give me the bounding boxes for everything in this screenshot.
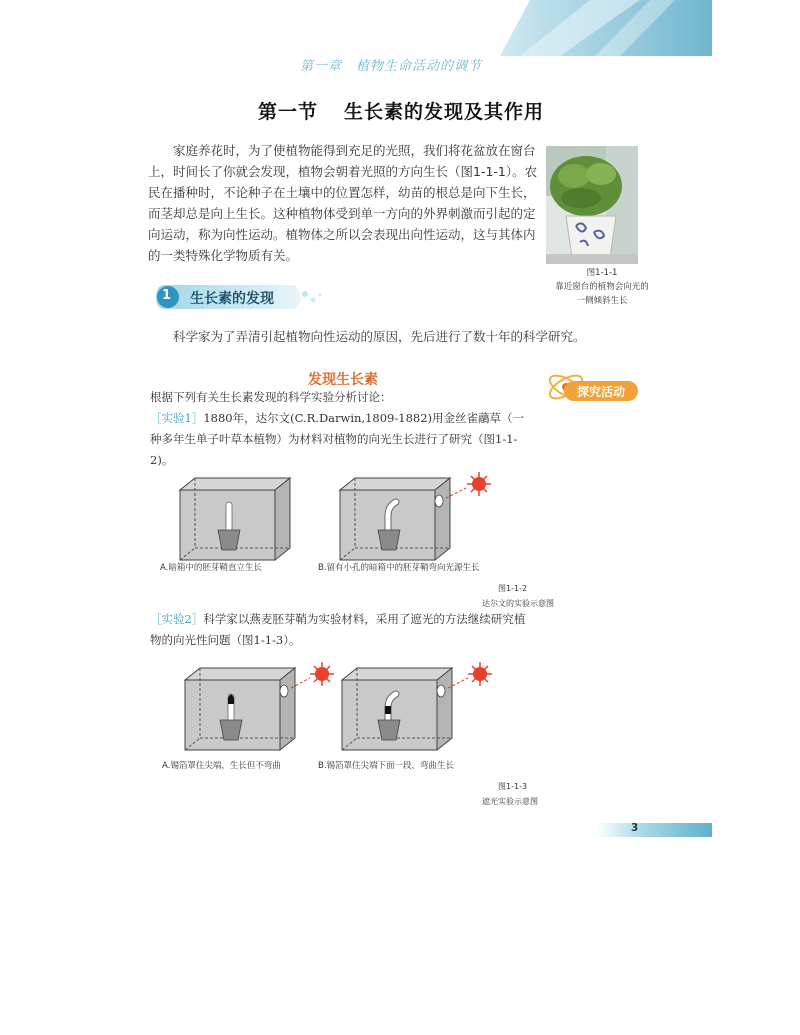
- figure-1-1-2-caption-b: B.留有小孔的暗箱中的胚芽鞘弯向光源生长: [318, 563, 480, 573]
- figure-1-1-3-number: 图1-1-3: [498, 782, 528, 791]
- dark-box-b: [340, 472, 491, 560]
- potted-plant-photo: [546, 146, 638, 264]
- activity-badge: [546, 367, 641, 409]
- section-title: [258, 97, 544, 124]
- experiment-2-text: 科学家以燕麦胚芽鞘为实验材料，采用了遮光的方法继续研究植物的向光性问题（图1-1-3）。: [150, 612, 526, 647]
- page-number: 3: [631, 822, 639, 834]
- figure-1-1-1-text: 靠近窗台的植物会向光的一侧倾斜生长: [555, 282, 649, 306]
- activity-badge-label: 探究活动: [576, 385, 626, 399]
- sun-icon: [467, 472, 491, 496]
- sun-icon: [310, 662, 334, 686]
- figure-1-1-2-caption-a: A.暗箱中的胚芽鞘直立生长: [160, 563, 262, 573]
- section-name: 生长素的发现及其作用: [344, 101, 545, 123]
- activity-text: [150, 387, 530, 471]
- section-number: 第一节: [258, 101, 319, 123]
- activity-title: 发现生长素: [308, 372, 378, 388]
- figure-1-1-1-number: 图1-1-1: [586, 268, 618, 278]
- foil-box-a: [185, 662, 334, 750]
- sun-icon: [468, 662, 492, 686]
- shading-experiment-figure: [150, 658, 495, 768]
- page-number-bar: [596, 823, 712, 837]
- subsection-paragraph: 科学家为了弄清引起植物向性运动的原因，先后进行了数十年的科学研究。: [173, 329, 586, 344]
- experiment-1-tag: ［实验1］: [150, 411, 204, 425]
- chapter-header: 第一章 植物生命活动的调节: [300, 59, 483, 74]
- experiment-2-text-block: [150, 609, 530, 651]
- activity-intro: 根据下列有关生长素发现的科学实验分析讨论：: [150, 390, 392, 404]
- figure-1-1-2-number: 图1-1-2: [498, 584, 528, 593]
- figure-1-1-3-name: 遮光实验示意图: [482, 797, 538, 806]
- figure-1-1-3-caption-a: A.锡箔罩住尖端，生长但不弯曲: [162, 761, 281, 771]
- figure-1-1-1-caption: [552, 266, 652, 308]
- foil-box-b: [342, 662, 492, 750]
- header-corner-decoration: [500, 0, 712, 56]
- subsection-title: 生长素的发现: [190, 291, 274, 307]
- figure-1-1-3-caption-b: B.锡箔罩住尖端下面一段，弯曲生长: [318, 761, 455, 771]
- subsection-number: 1: [162, 288, 172, 303]
- experiment-2-tag: ［实验2］: [150, 612, 204, 626]
- intro-paragraph: 家庭养花时，为了使植物能得到充足的光照，我们将花盆放在窗台上，时间长了你就会发现，植物会朝着光照的方向生长（图1-1-1）。农民在播种时，不论种子在土壤中的位置怎样，幼苗的根总是向下生长，而茎却总是向上生长。这种植物体受到单一方向的外界刺激而引起的定向运动，称为向性运动。植物体之所以会表现出向性运动，这与其体内的一类特殊化学物质有关。: [148, 143, 538, 263]
- figure-1-1-2-name: 达尔文的实验示意图: [482, 599, 554, 608]
- experiment-1-text: 1880年，达尔文(C.R.Darwin,1809-1882)用金丝雀虉草（一种多年生单子叶草本植物）为材料对植物的向光生长进行了研究（图1-1-2)。: [150, 411, 525, 467]
- dark-box-a: [180, 478, 290, 560]
